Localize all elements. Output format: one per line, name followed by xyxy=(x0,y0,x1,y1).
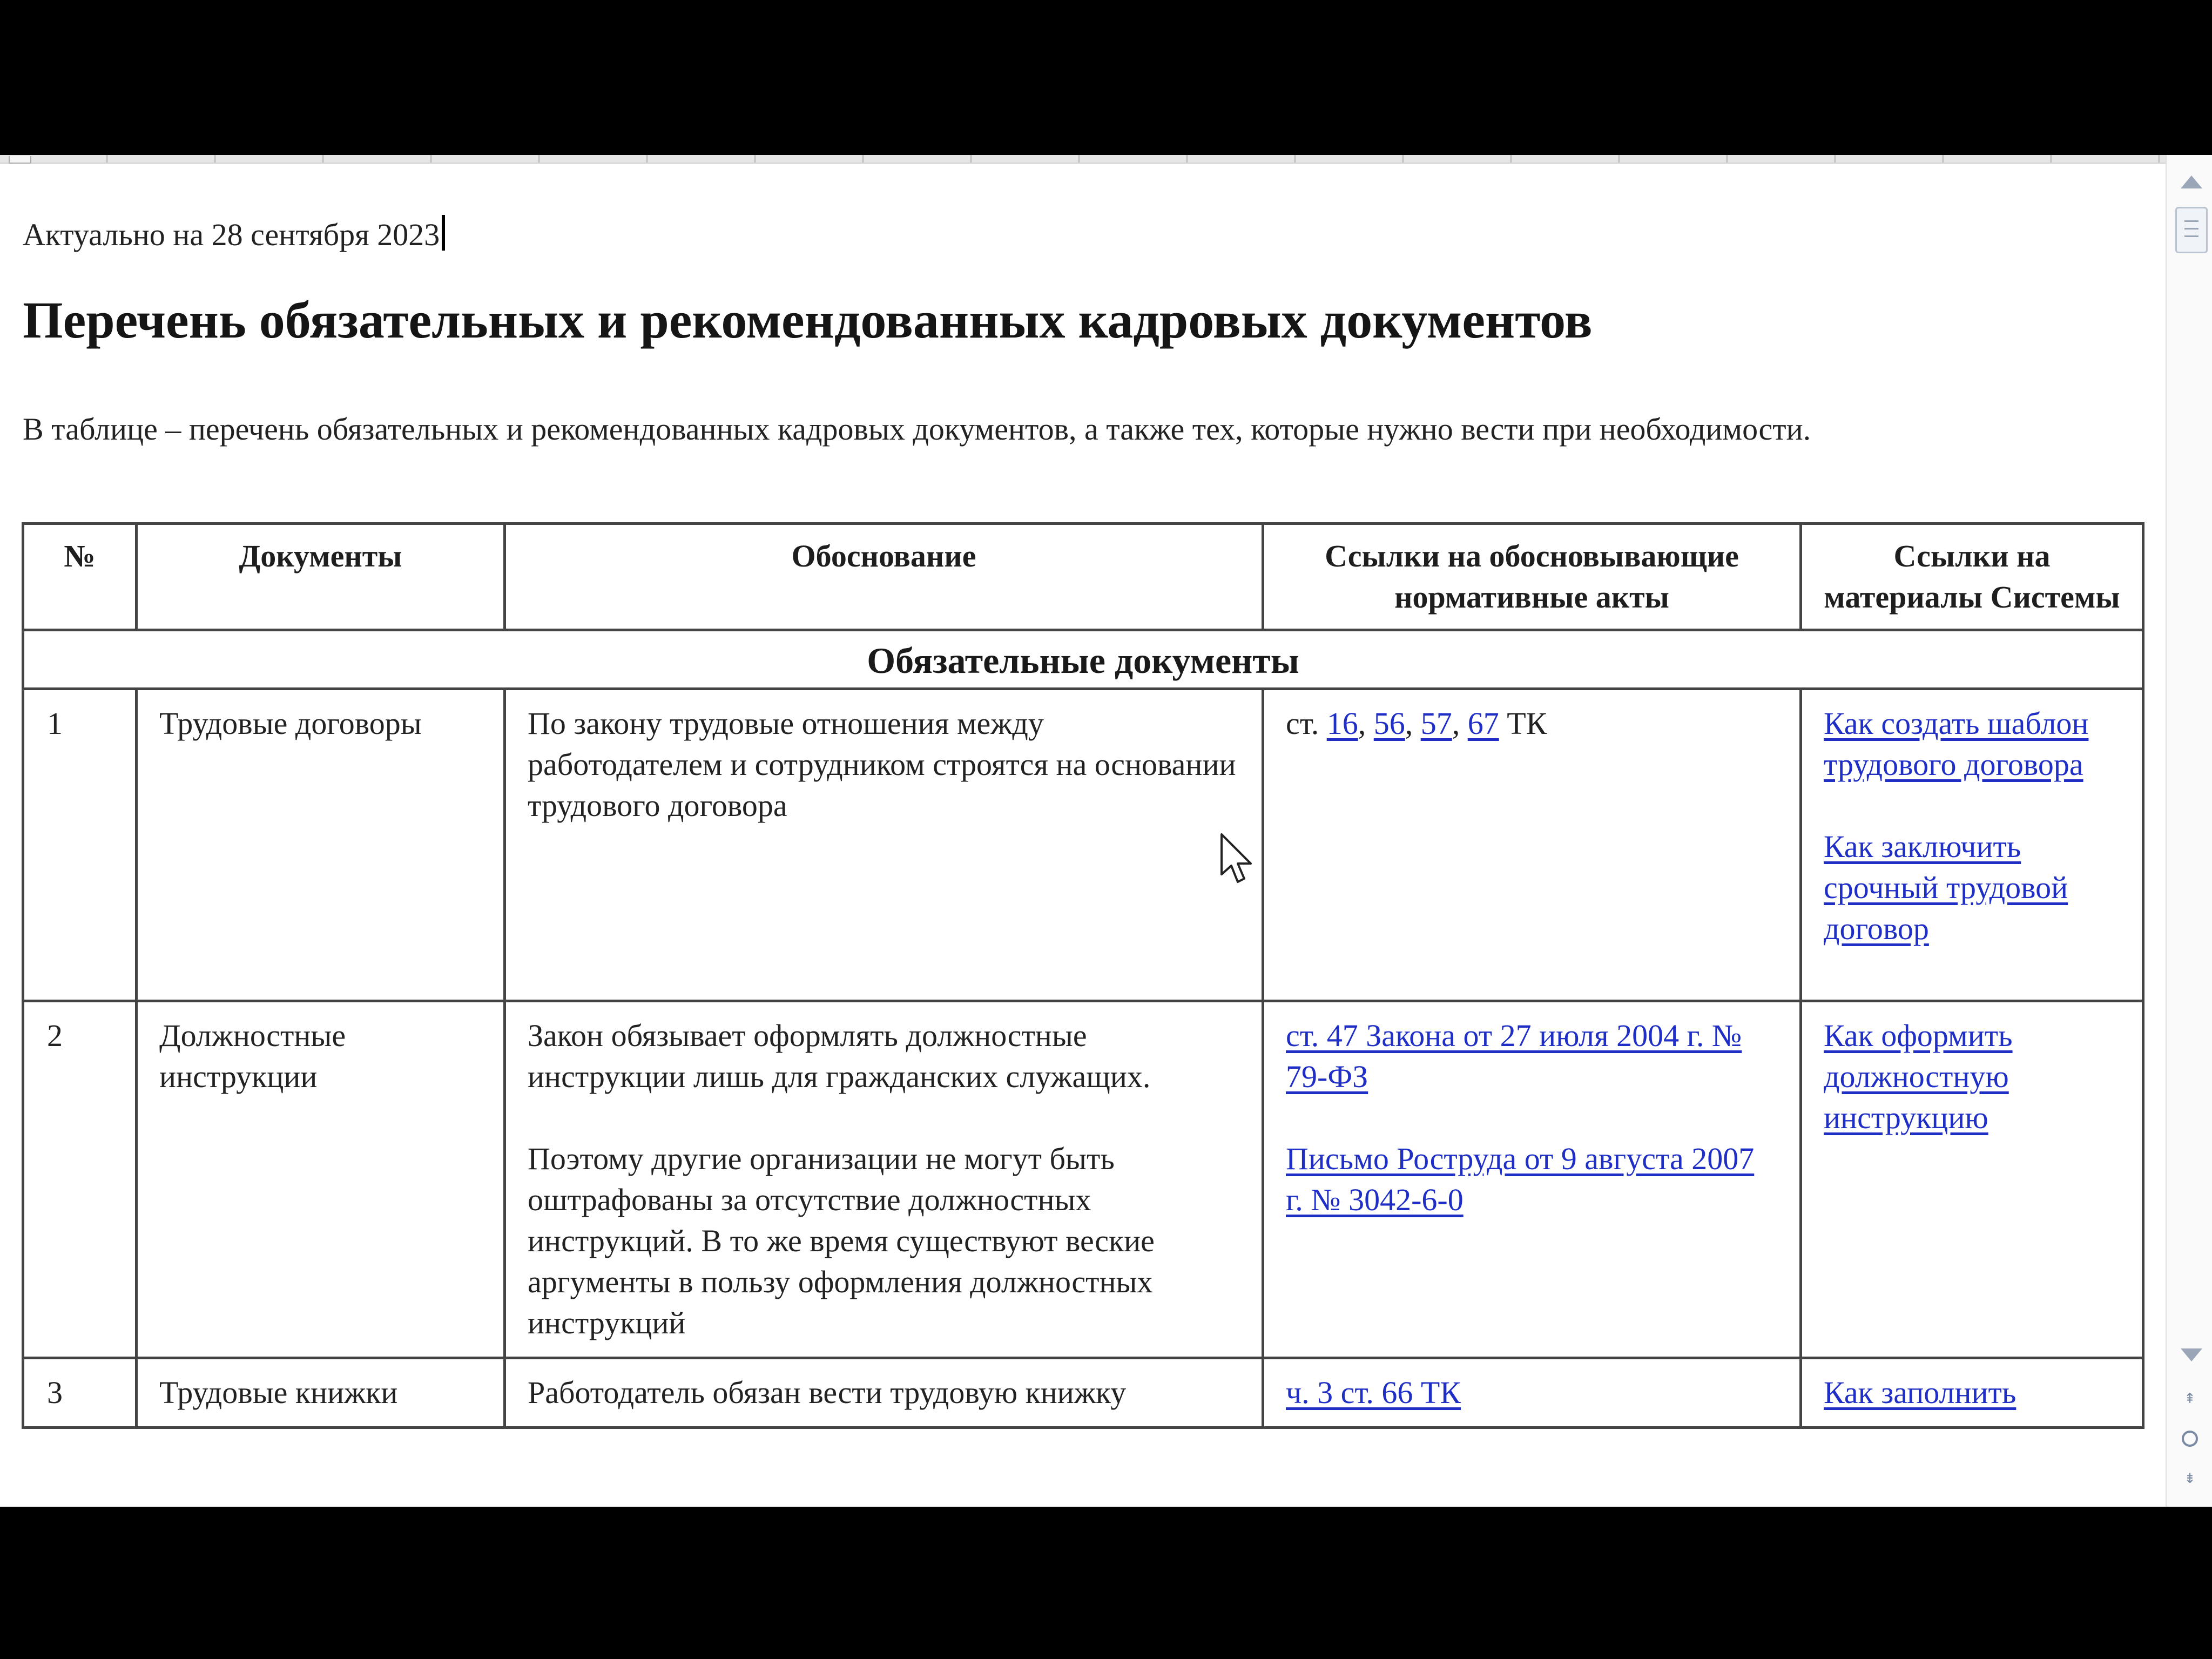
mouse-pointer-icon xyxy=(1219,832,1252,886)
thumb-grip xyxy=(2184,228,2198,230)
scroll-up-arrow-icon[interactable] xyxy=(2181,176,2202,188)
text-caret xyxy=(442,215,445,251)
document-page[interactable] xyxy=(0,163,2166,1507)
header-documents: Документы xyxy=(137,524,505,630)
acts-suffix: ТК xyxy=(1499,706,1547,741)
acts-prefix: ст. xyxy=(1286,706,1327,741)
row-materials xyxy=(1801,689,2143,1001)
link-law-79-fz[interactable]: ст. 47 Закона от 27 июля 2004 г. № 79-ФЗ xyxy=(1286,1018,1742,1094)
row-document: Трудовые договоры xyxy=(137,689,505,1001)
table-row xyxy=(23,689,2143,1001)
intro-paragraph: В таблице – перечень обязательных и рекомендованных кадровых документов, а также тех, которые нужно вести при необходимости. xyxy=(23,412,1811,447)
thumb-grip xyxy=(2184,235,2198,237)
link-article-57[interactable]: 57 xyxy=(1420,706,1452,741)
link-fixed-term-contract[interactable]: Как заключить срочный трудовой договор xyxy=(1824,829,2068,946)
next-page-icon[interactable]: ⇟ xyxy=(2184,1471,2196,1487)
basis-paragraph: Закон обязывает оформлять должностные инструкции лишь для гражданских служащих. xyxy=(528,1018,1151,1094)
header-materials: Ссылки на материалы Системы xyxy=(1801,524,2143,630)
section-row xyxy=(23,630,2143,689)
header-basis: Обоснование xyxy=(505,524,1263,630)
row-number: 3 xyxy=(23,1358,137,1428)
video-letterbox-bottom xyxy=(0,1507,2212,1659)
table-row xyxy=(23,1001,2143,1358)
row-acts xyxy=(1263,689,1801,1001)
row-materials xyxy=(1801,1358,2143,1428)
acts-separator: , xyxy=(1405,706,1421,741)
header-acts: Ссылки на обосновывающие нормативные акты xyxy=(1263,524,1801,630)
link-article-66[interactable]: ч. 3 ст. 66 ТК xyxy=(1286,1375,1461,1410)
link-article-16[interactable]: 16 xyxy=(1326,706,1358,741)
link-job-description[interactable]: Как оформить должностную инструкцию xyxy=(1824,1018,2013,1135)
vertical-scrollbar[interactable] xyxy=(2166,155,2212,1507)
link-create-contract-template[interactable]: Как создать шаблон трудового договора xyxy=(1824,706,2089,782)
row-basis xyxy=(505,1001,1263,1358)
previous-page-icon[interactable]: ⇞ xyxy=(2184,1391,2196,1407)
row-document: Трудовые книжки xyxy=(137,1358,505,1428)
select-browse-object-icon[interactable] xyxy=(2182,1431,2198,1447)
word-document-window xyxy=(0,155,2212,1507)
row-acts xyxy=(1263,1001,1801,1358)
paragraph-gap xyxy=(1286,1097,1778,1138)
paragraph-gap xyxy=(1824,785,2120,826)
header-num: № xyxy=(23,524,137,630)
table-header-row xyxy=(23,524,2143,630)
documents-table xyxy=(22,522,2144,1429)
row-number: 1 xyxy=(23,689,137,1001)
row-basis: По закону трудовые отношения между работодателем и сотрудником строятся на основании трудового договора xyxy=(505,689,1263,1001)
link-article-56[interactable]: 56 xyxy=(1373,706,1405,741)
section-title: Обязательные документы xyxy=(23,630,2143,689)
basis-paragraph: Поэтому другие организации не могут быть оштрафованы за отсутствие должностных инструкций. В то же время существуют веские аргументы в пользу оформления должностных инструкций xyxy=(528,1141,1155,1340)
row-number: 2 xyxy=(23,1001,137,1358)
table-row xyxy=(23,1358,2143,1428)
row-basis: Работодатель обязан вести трудовую книжку xyxy=(505,1358,1263,1428)
acts-separator: , xyxy=(1452,706,1468,741)
scroll-thumb[interactable] xyxy=(2175,207,2208,253)
link-article-67[interactable]: 67 xyxy=(1467,706,1499,741)
link-fill-workbook[interactable]: Как заполнить xyxy=(1824,1375,2017,1410)
thumb-grip xyxy=(2184,220,2198,222)
scroll-down-arrow-icon[interactable] xyxy=(2181,1348,2202,1361)
video-letterbox-top xyxy=(0,0,2212,155)
acts-separator: , xyxy=(1358,706,1374,741)
page-title: Перечень обязательных и рекомендованных кадровых документов xyxy=(23,291,1593,349)
row-acts xyxy=(1263,1358,1801,1428)
row-materials xyxy=(1801,1001,2143,1358)
row-document: Должностные инструкции xyxy=(137,1001,505,1358)
actual-date-line: Актуально на 28 сентября 2023 xyxy=(23,214,445,255)
paragraph-gap xyxy=(528,1097,1240,1138)
link-rostrud-letter[interactable]: Письмо Роструда от 9 августа 2007 г. № 3042-6-0 xyxy=(1286,1141,1755,1217)
